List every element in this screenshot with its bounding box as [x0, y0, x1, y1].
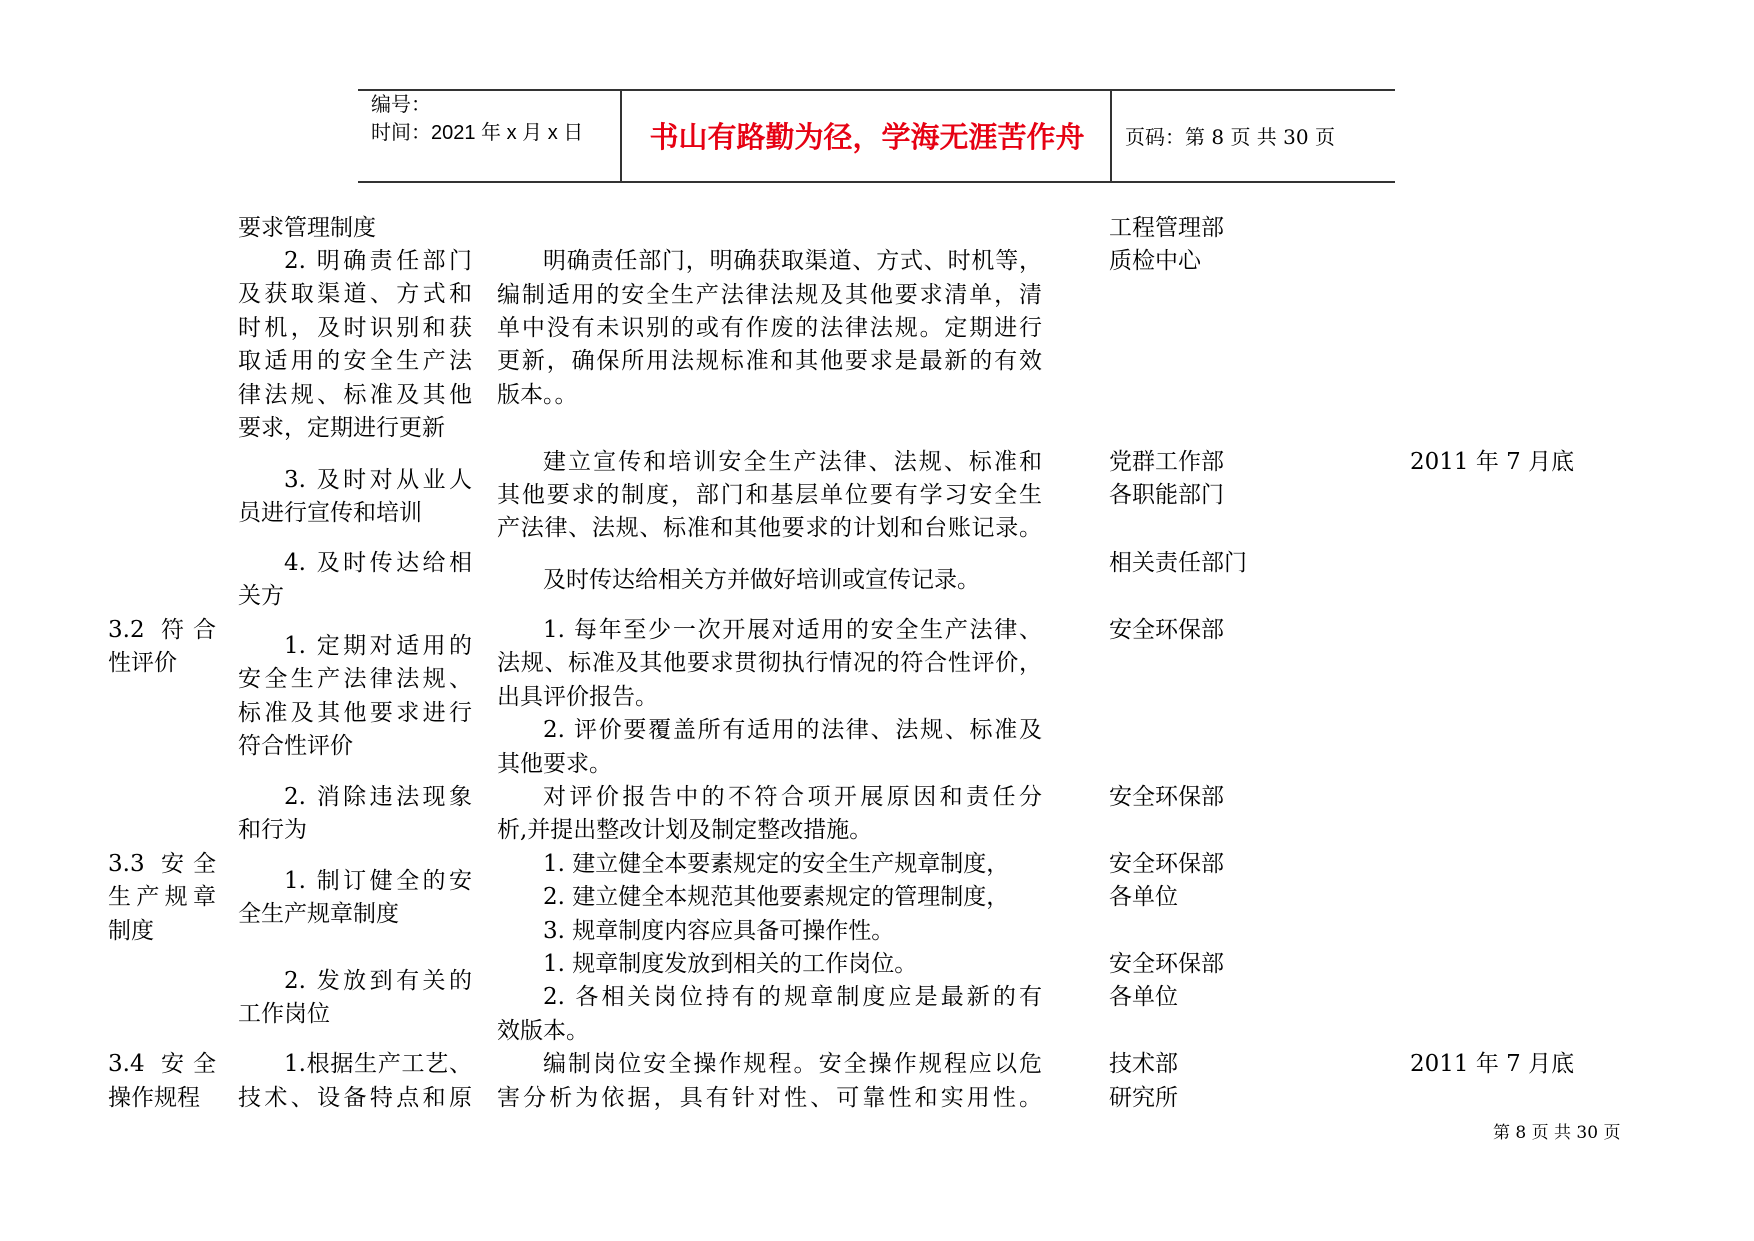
item-line: 3. 及时对从业人	[284, 466, 472, 493]
department-line: 安全环保部	[1109, 851, 1224, 877]
content-cell	[497, 564, 1042, 597]
section-line: 3.3 安全	[108, 851, 216, 877]
department-line: 安全环保部	[1109, 951, 1224, 978]
content-line: 法规、标准及其他要求贯彻执行情况的符合性评价，	[497, 650, 1042, 677]
department-line: 党群工作部	[1109, 448, 1224, 475]
content-line: 建立宣传和培训安全生产法律、法规、标准和	[543, 448, 1042, 475]
header-page-label: 页码：第 8 页 共 30 页	[1125, 125, 1335, 149]
content-line: 明确责任部门，明确获取渠道、方式、时机等，	[543, 248, 1042, 275]
content-line: 2. 建立健全本规范其他要素规定的管理制度，	[543, 884, 1010, 911]
content-line: 编制适用的安全生产法律法规及其他要求清单，清	[497, 281, 1042, 308]
content-cell	[497, 614, 1042, 781]
content-line: 出具评价报告。	[497, 683, 658, 710]
header-motto: 书山有路勤为径，学海无涯苦作舟	[649, 120, 1085, 154]
content-cell	[497, 446, 1042, 546]
department-line: 技术部	[1109, 1051, 1178, 1078]
content-line: 其他要求。	[497, 750, 612, 777]
department-line: 各单位	[1109, 984, 1178, 1011]
item-line: 要求，定期进行更新	[238, 414, 445, 441]
content-line: 2. 评价要覆盖所有适用的法律、法规、标准及	[543, 717, 1042, 744]
item-line: 和行为	[238, 816, 307, 843]
section-line: 生产规章	[108, 884, 216, 911]
item-line: 律法规、标准及其他	[238, 381, 472, 408]
content-line: 析,并提出整改计划及制定整改措施。	[497, 816, 873, 843]
item-line: 要求管理制度	[238, 214, 376, 241]
deadline-cell	[1410, 446, 1610, 479]
content-line: 及时传达给相关方并做好培训或宣传记录。	[543, 566, 980, 593]
department-cell	[1109, 848, 1329, 915]
item-cell	[238, 212, 472, 446]
section-line: 制度	[108, 917, 154, 944]
content-cell	[497, 245, 1042, 412]
item-cell	[238, 965, 472, 1032]
item-line: 员进行宣传和培训	[238, 499, 422, 526]
content-line: 产法律、法规、标准和其他要求的计划和台账记录。	[497, 515, 1042, 542]
department-line: 安全环保部	[1109, 617, 1224, 644]
department-line: 各单位	[1109, 884, 1178, 911]
department-cell	[1109, 614, 1329, 647]
item-line: 符合性评价	[238, 733, 353, 760]
section-line: 操作规程	[108, 1084, 200, 1111]
item-line: 4. 及时传达给相	[284, 549, 472, 576]
content-line: 版本。。	[497, 381, 578, 408]
item-cell	[238, 865, 472, 932]
header-bottom-rule	[358, 181, 1395, 183]
deadline-line: 2011 年 7 月底	[1410, 448, 1575, 475]
content-line: 单中没有未识别的或有作废的法律法规。定期进行	[497, 315, 1042, 342]
content-line: 1. 规章制度发放到相关的工作岗位。	[543, 951, 918, 978]
department-cell	[1109, 547, 1329, 580]
header-divider-left	[620, 90, 622, 182]
item-cell	[238, 630, 472, 764]
content-line: 对评价报告中的不符合项开展原因和责任分	[543, 783, 1042, 810]
content-line: 1. 建立健全本要素规定的安全生产规章制度，	[543, 851, 1010, 877]
item-line: 2. 消除违法现象	[284, 783, 472, 810]
item-line: 技术、设备特点和原	[238, 1084, 472, 1111]
deadline-cell	[1410, 1048, 1610, 1081]
content-line: 1. 每年至少一次开展对适用的安全生产法律、	[543, 617, 1042, 644]
item-line: 2. 发放到有关的	[284, 968, 472, 994]
document-number-label: 编号：	[371, 94, 431, 116]
footer-page-number: 第 8 页 共 30 页	[1493, 1123, 1621, 1143]
item-line: 时机，及时识别和获	[238, 314, 472, 341]
department-line: 各职能部门	[1109, 481, 1224, 508]
document-time-label: 时间：2021 年 x 月 x 日	[371, 122, 584, 144]
item-cell	[238, 1048, 472, 1115]
department-cell	[1109, 948, 1329, 1015]
item-line: 关方	[238, 583, 284, 610]
content-line: 3. 规章制度内容应具备可操作性。	[543, 917, 895, 944]
section-line: 3.4 安全	[108, 1051, 216, 1078]
item-cell	[238, 781, 472, 848]
content-line: 编制岗位安全操作规程。安全操作规程应以危	[543, 1051, 1042, 1078]
item-line: 1. 制订健全的安	[284, 867, 472, 894]
department-line: 安全环保部	[1109, 783, 1224, 810]
department-line: 研究所	[1109, 1084, 1178, 1111]
content-line: 更新，确保所用法规标准和其他要求是最新的有效	[497, 348, 1042, 375]
content-line: 害分析为依据，具有针对性、可靠性和实用性。	[497, 1084, 1042, 1111]
item-line: 及获取渠道、方式和	[238, 281, 472, 308]
content-cell	[497, 848, 1042, 948]
content-line: 2. 各相关岗位持有的规章制度应是最新的有	[543, 984, 1042, 1011]
item-line: 1. 定期对适用的	[284, 632, 472, 659]
content-line: 效版本。	[497, 1017, 589, 1044]
department-cell	[1109, 446, 1329, 513]
content-cell	[497, 948, 1042, 1048]
item-line: 工作岗位	[238, 1001, 330, 1028]
department-line: 工程管理部	[1109, 214, 1224, 241]
content-line: 其他要求的制度，部门和基层单位要有学习安全生	[497, 481, 1042, 508]
deadline-line: 2011 年 7 月底	[1410, 1051, 1575, 1078]
header-meta	[371, 91, 583, 147]
item-line: 标准及其他要求进行	[238, 699, 472, 726]
item-line: 取适用的安全生产法	[238, 348, 472, 375]
section-cell	[108, 1048, 216, 1115]
section-cell	[108, 614, 216, 681]
content-cell	[497, 1048, 1042, 1115]
content-cell	[497, 781, 1042, 848]
item-line: 全生产规章制度	[238, 901, 399, 928]
section-line: 性评价	[108, 650, 177, 677]
item-cell	[238, 547, 472, 614]
section-cell	[108, 848, 216, 948]
item-line: 2. 明确责任部门	[284, 247, 472, 274]
item-cell	[238, 464, 472, 531]
department-line: 质检中心	[1109, 247, 1201, 274]
department-cell	[1109, 212, 1329, 279]
item-line: 安全生产法律法规、	[238, 666, 472, 693]
item-line: 1.根据生产工艺、	[284, 1051, 472, 1078]
department-line: 相关责任部门	[1109, 549, 1247, 576]
section-line: 3.2 符合	[108, 617, 216, 644]
department-cell	[1109, 1048, 1329, 1115]
department-cell	[1109, 781, 1329, 814]
